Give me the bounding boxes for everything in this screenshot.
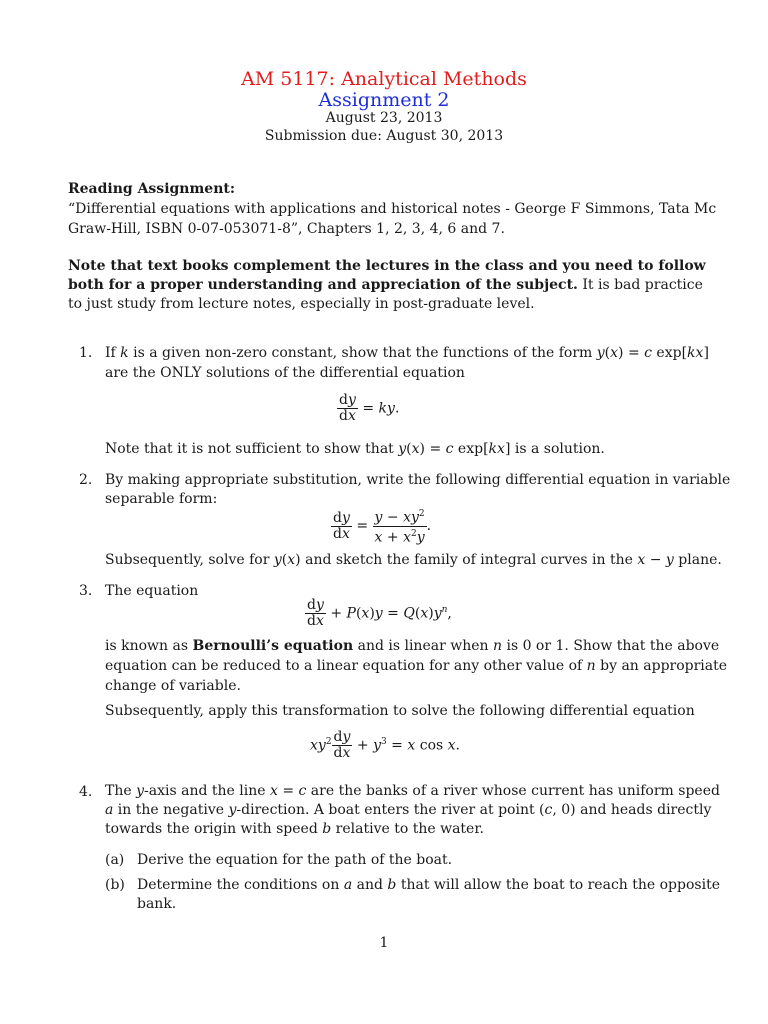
problem-3-line-1: The equation [105,583,199,599]
problem-4-line-1: The y-axis and the line x = c are the banks of a river whose current has uniform speed [105,783,720,799]
problem-3-number: 3. [79,583,93,599]
note-bold-text: both for a proper understanding and appreciation of the subject. [68,277,578,293]
problem-4-number: 4. [79,784,93,800]
note-normal-text: It is bad practice [577,277,703,293]
page-number: 1 [379,935,389,951]
reading-heading: Reading Assignment: [68,181,236,197]
problem-1-equation: $\frac{dy}{dx}$ = ky. [339,392,400,424]
reading-line-2: Graw-Hill, ISBN 0-07-053071-8”, Chapters 1, 2, 3, 4, 6 and 7. [68,221,505,237]
problem-4a-text: Derive the equation for the path of the boat. [137,852,453,868]
problem-3-equation: $\frac{dy}{dx}$ + $P(x)y = Q(x)y^n$, [307,597,452,629]
problem-2-number: 2. [79,472,93,488]
problem-3-line-5: Subsequently, apply this transformation to solve the following differential equation [105,703,695,719]
problem-4-line-3: towards the origin with speed b relative to the water. [105,821,484,837]
problem-4b-text: Determine the conditions on a and b that will allow the boat to reach the opposite [137,877,720,893]
problem-4b-line-2: bank. [137,896,177,912]
problem-3-equation-2: $xy^2$ $\frac{dy}{dx}$ + $y^3 = x$ cos x. [310,729,460,761]
note-line-2 [68,275,703,295]
submission-due: Submission due: August 30, 2013 [264,128,504,144]
problem-2-line-1: By making appropriate substitution, write the following differential equation in variable [105,472,731,488]
problem-4b-label: (b) [105,877,125,893]
problem-4a-label: (a) [105,852,125,868]
problem-1-number: 1. [79,345,93,361]
problem-4-line-2: a in the negative y-direction. A boat enters the river at point (c, 0) and heads directly [105,802,712,818]
reading-line-1: “Differential equations with applications and historical notes - George F Simmons, Tata Mc [68,201,717,217]
problem-1-line-2: are the ONLY solutions of the differential equation [105,365,465,381]
assignment-title: Assignment 2 [318,89,450,111]
problem-3-line-4: change of variable. [105,678,241,694]
problem-2-equation: $\frac{dy}{dx}$ = $\frac{y - xy^2}{x + x^2y}$ . [333,509,432,546]
problem-1-line-1: If k is a given non-zero constant, show that the functions of the form y(x) = c exp[kx] [105,345,709,361]
problem-1-note: Note that it is not sufficient to show that y(x) = c exp[kx] is a solution. [105,441,605,457]
problem-2-line-2: separable form: [105,491,218,507]
course-title: AM 5117: Analytical Methods [241,68,527,90]
problem-2-after: Subsequently, solve for y(x) and sketch the family of integral curves in the x − y plane. [105,552,722,568]
note-line-3: to just study from lecture notes, especially in post-graduate level. [68,296,535,312]
problem-3-line-2: is known as Bernoulli’s equation and is linear when n is 0 or 1. Show that the above [105,638,720,654]
problem-3-line-3: equation can be reduced to a linear equation for any other value of n by an appropriate [105,658,728,674]
note-line-1: Note that text books complement the lectures in the class and you need to follow [68,258,706,274]
assignment-date: August 23, 2013 [325,110,443,126]
